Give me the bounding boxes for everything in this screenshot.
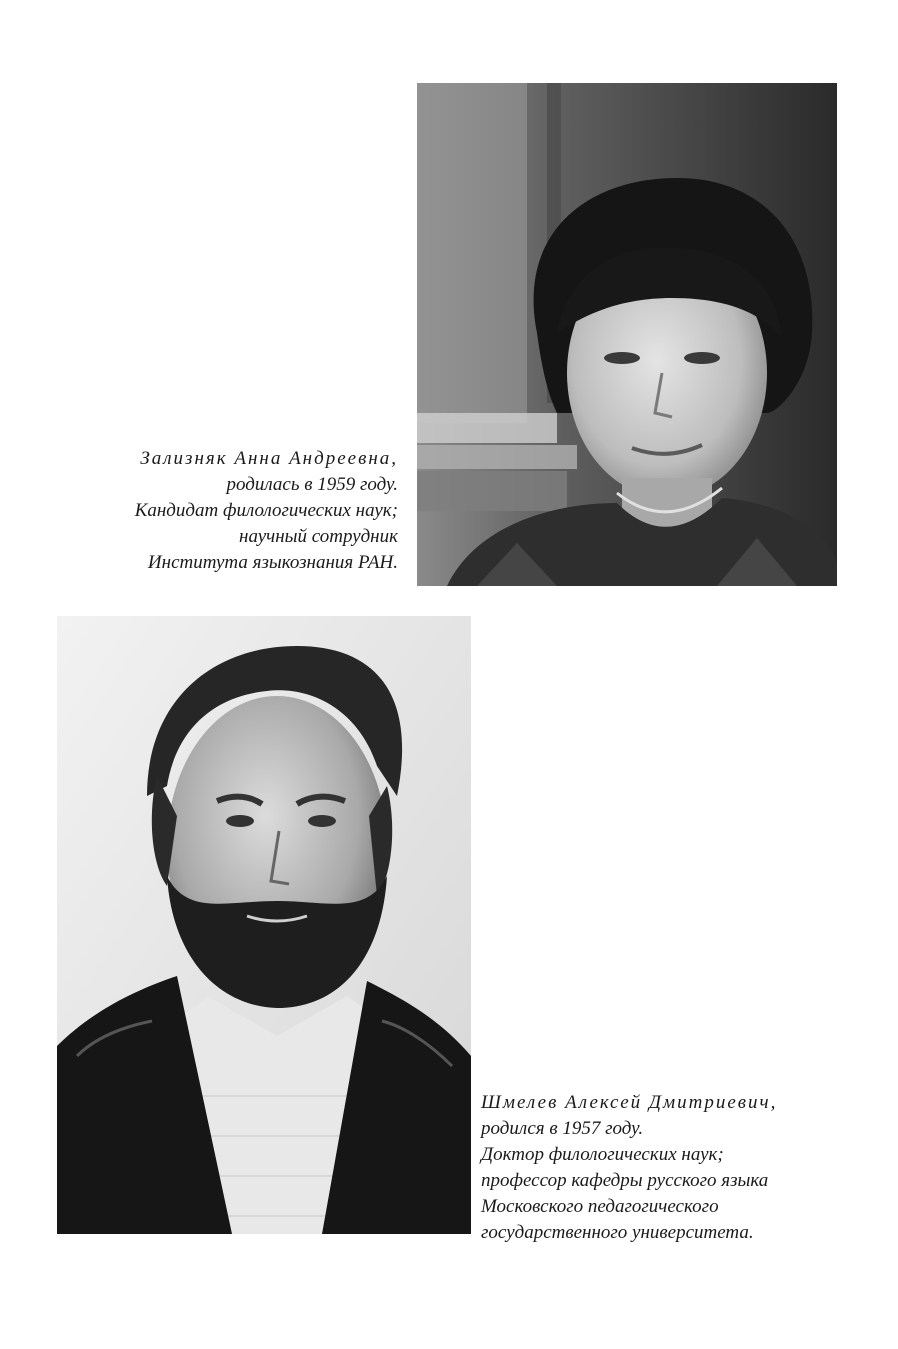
man-portrait-photo [57,616,471,1234]
author-affiliation: Московского педагогического [481,1196,719,1217]
author-affiliation: Института языкознания РАН. [147,552,398,573]
author-degree: Кандидат филологических наук; [134,500,398,521]
woman-portrait-photo [417,83,837,586]
author-caption [135,446,398,576]
author-birth-year: родился в 1957 году. [481,1118,644,1139]
author-affiliation-cont: государственного университета. [481,1222,754,1243]
author-position: профессор кафедры русского языка [481,1170,769,1191]
author-name: Зализняк Анна Андреевна, [140,448,398,469]
author-position: научный сотрудник [239,526,398,547]
author-degree: Доктор филологических наук; [481,1144,724,1165]
author-birth-year: родилась в 1959 году. [226,474,398,495]
author-caption [481,1090,777,1246]
author-name: Шмелев Алексей Дмитриевич, [481,1092,778,1113]
